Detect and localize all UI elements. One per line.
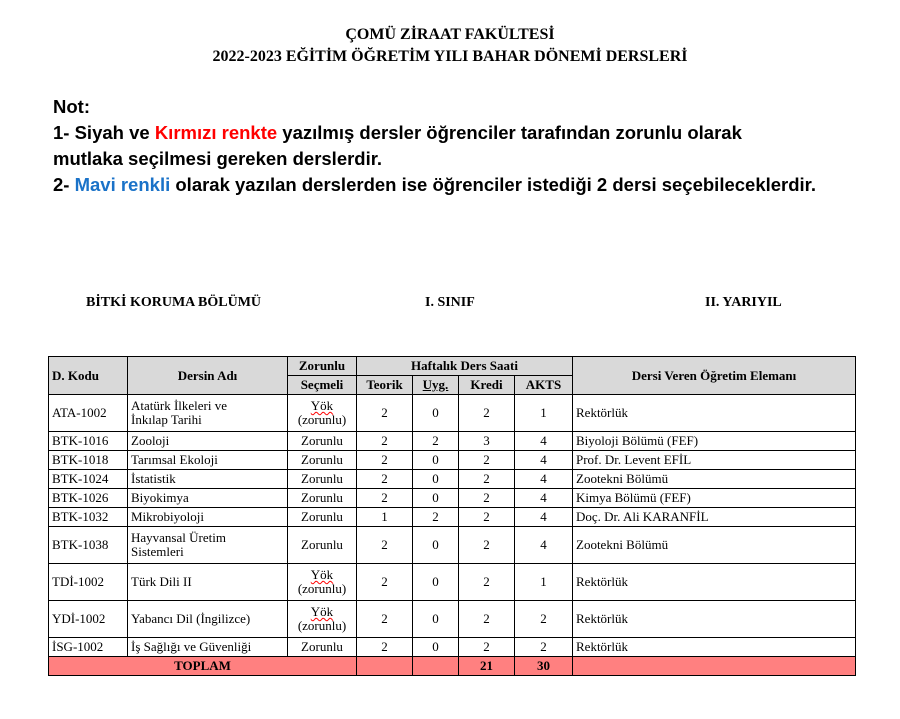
practice-hours: 0 <box>413 564 459 601</box>
ects-value: 4 <box>515 527 573 564</box>
course-table <box>48 356 856 676</box>
header-course: Dersin Adı <box>128 357 288 395</box>
instructor: Biyoloji Bölümü (FEF) <box>573 432 856 451</box>
course-name: Biyokimya <box>128 489 288 508</box>
total-credit: 21 <box>459 657 515 676</box>
course-name: Tarımsal Ekoloji <box>128 451 288 470</box>
course-name: Türk Dili II <box>128 564 288 601</box>
instructor: Doç. Dr. Ali KARANFİL <box>573 508 856 527</box>
ects-value: 1 <box>515 564 573 601</box>
theory-hours: 1 <box>357 508 413 527</box>
credit-value: 2 <box>459 601 515 638</box>
note-1-line2: mutlaka seçilmesi gereken derslerdir. <box>53 148 383 169</box>
course-name <box>128 527 288 564</box>
ects-value: 2 <box>515 638 573 657</box>
header-ects: AKTS <box>515 376 573 395</box>
course-name: İstatistik <box>128 470 288 489</box>
theory-hours: 2 <box>357 432 413 451</box>
header-weekly-hours: Haftalık Ders Saati <box>357 357 573 376</box>
practice-hours: 0 <box>413 601 459 638</box>
practice-hours: 0 <box>413 470 459 489</box>
instructor: Rektörlük <box>573 564 856 601</box>
instructor: Zootekni Bölümü <box>573 527 856 564</box>
instructor: Prof. Dr. Levent EFİL <box>573 451 856 470</box>
theory-hours: 2 <box>357 470 413 489</box>
note-1-prefix: 1- Siyah ve <box>53 122 155 143</box>
practice-hours: 0 <box>413 527 459 564</box>
table-row <box>49 601 856 638</box>
total-practice <box>413 657 459 676</box>
table-row <box>49 451 856 470</box>
table-row <box>49 489 856 508</box>
course-type-line2: (zorunlu) <box>297 581 347 596</box>
header-mandatory-2: Seçmeli <box>288 376 357 395</box>
ects-value: 1 <box>515 395 573 432</box>
table-row <box>49 470 856 489</box>
practice-hours: 0 <box>413 395 459 432</box>
course-code: İSG-1002 <box>49 638 128 657</box>
note-2-rest: olarak yazılan derslerden ise öğrenciler istediği 2 dersi seçebileceklerdir. <box>170 174 816 195</box>
instructor: Zootekni Bölümü <box>573 470 856 489</box>
course-code: YDİ-1002 <box>49 601 128 638</box>
total-row <box>49 657 856 676</box>
credit-value: 2 <box>459 564 515 601</box>
ects-value: 4 <box>515 470 573 489</box>
course-code: BTK-1024 <box>49 470 128 489</box>
course-type <box>288 395 357 432</box>
practice-hours: 2 <box>413 508 459 527</box>
table-row <box>49 508 856 527</box>
instructor: Rektörlük <box>573 638 856 657</box>
credit-value: 2 <box>459 527 515 564</box>
course-type-line2: (zorunlu) <box>297 412 347 427</box>
practice-hours: 0 <box>413 489 459 508</box>
course-type: Zorunlu <box>288 432 357 451</box>
theory-hours: 2 <box>357 638 413 657</box>
total-theory <box>357 657 413 676</box>
course-code: TDİ-1002 <box>49 564 128 601</box>
note-2-prefix: 2- <box>53 174 75 195</box>
practice-hours: 0 <box>413 451 459 470</box>
instructor: Kimya Bölümü (FEF) <box>573 489 856 508</box>
ects-value: 4 <box>515 451 573 470</box>
course-name-line1: Hayvansal Üretim <box>131 530 226 545</box>
course-type: Zorunlu <box>288 470 357 489</box>
course-code: ATA-1002 <box>49 395 128 432</box>
total-instructor <box>573 657 856 676</box>
ects-value: 4 <box>515 489 573 508</box>
total-label: TOPLAM <box>49 657 357 676</box>
notes-block <box>53 94 816 198</box>
course-code: BTK-1026 <box>49 489 128 508</box>
header-practice: Uyg. <box>413 376 459 395</box>
course-type <box>288 601 357 638</box>
course-name: Zooloji <box>128 432 288 451</box>
credit-value: 2 <box>459 395 515 432</box>
course-type-line1: Yök <box>310 567 334 582</box>
note-1-rest: yazılmış dersler öğrenciler tarafından zorunlu olarak <box>277 122 742 143</box>
course-type: Zorunlu <box>288 527 357 564</box>
faculty-title: ÇOMÜ ZİRAAT FAKÜLTESİ <box>345 26 555 43</box>
total-ects: 30 <box>515 657 573 676</box>
ects-value: 4 <box>515 508 573 527</box>
table-row <box>49 564 856 601</box>
course-code: BTK-1032 <box>49 508 128 527</box>
credit-value: 2 <box>459 489 515 508</box>
course-type-line2: (zorunlu) <box>297 618 347 633</box>
header-credit: Kredi <box>459 376 515 395</box>
course-name: Mikrobiyoloji <box>128 508 288 527</box>
course-name-line1: Atatürk İlkeleri ve <box>131 398 228 413</box>
course-code: BTK-1038 <box>49 527 128 564</box>
header-instructor: Dersi Veren Öğretim Elemanı <box>573 357 856 395</box>
theory-hours: 2 <box>357 601 413 638</box>
semester-label: II. YARIYIL <box>705 295 782 310</box>
course-name-line2: İnkılap Tarihi <box>131 412 202 427</box>
table-row <box>49 395 856 432</box>
course-name <box>128 395 288 432</box>
course-type: Zorunlu <box>288 451 357 470</box>
department-label: BİTKİ KORUMA BÖLÜMÜ <box>86 295 262 310</box>
credit-value: 3 <box>459 432 515 451</box>
ects-value: 2 <box>515 601 573 638</box>
header-code: D. Kodu <box>49 357 128 395</box>
table-row <box>49 638 856 657</box>
credit-value: 2 <box>459 508 515 527</box>
notes-label: Not: <box>53 96 90 117</box>
table-row <box>49 527 856 564</box>
course-type <box>288 564 357 601</box>
course-code: BTK-1018 <box>49 451 128 470</box>
theory-hours: 2 <box>357 451 413 470</box>
header-theory: Teorik <box>357 376 413 395</box>
theory-hours: 2 <box>357 564 413 601</box>
note-2 <box>53 172 816 198</box>
course-type-line1: Yök <box>310 604 334 619</box>
course-type-line1: Yök <box>310 398 334 413</box>
practice-hours: 0 <box>413 638 459 657</box>
course-name: Yabancı Dil (İngilizce) <box>128 601 288 638</box>
credit-value: 2 <box>459 638 515 657</box>
practice-hours: 2 <box>413 432 459 451</box>
grade-label: I. SINIF <box>425 295 475 310</box>
course-name-line2: Sistemleri <box>131 544 184 559</box>
note-2-blue-text: Mavi renkli <box>74 174 171 195</box>
instructor: Rektörlük <box>573 601 856 638</box>
course-code: BTK-1016 <box>49 432 128 451</box>
note-1 <box>53 120 816 146</box>
theory-hours: 2 <box>357 527 413 564</box>
credit-value: 2 <box>459 451 515 470</box>
theory-hours: 2 <box>357 489 413 508</box>
course-name: İş Sağlığı ve Güvenliği <box>128 638 288 657</box>
note-1-red-text: Kırmızı renkte <box>154 122 278 143</box>
course-type: Zorunlu <box>288 508 357 527</box>
instructor: Rektörlük <box>573 395 856 432</box>
course-type: Zorunlu <box>288 489 357 508</box>
theory-hours: 2 <box>357 395 413 432</box>
course-type: Zorunlu <box>288 638 357 657</box>
semester-title: 2022-2023 EĞİTİM ÖĞRETİM YILI BAHAR DÖNEMİ DERSLERİ <box>212 48 688 65</box>
table-row <box>49 432 856 451</box>
header-mandatory-1: Zorunlu <box>288 357 357 376</box>
ects-value: 4 <box>515 432 573 451</box>
credit-value: 2 <box>459 470 515 489</box>
